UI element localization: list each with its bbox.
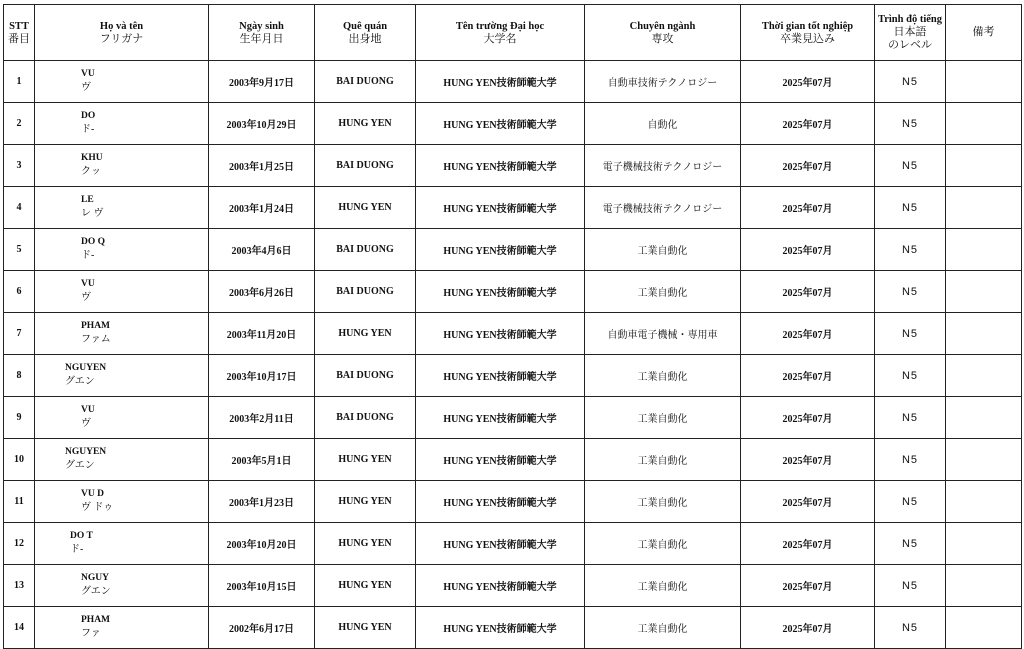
cell-jlpt: N5 [875, 565, 946, 607]
name-block [35, 236, 105, 262]
cell-hometown: HUNG YEN [315, 565, 416, 607]
cell-major: 工業自動化 [585, 481, 741, 523]
cell-name [35, 481, 209, 523]
cell-name [35, 607, 209, 649]
name-block [35, 320, 111, 346]
cell-stt: 5 [4, 229, 35, 271]
header-stt-vn: STT [9, 20, 29, 32]
cell-hometown: HUNG YEN [315, 523, 416, 565]
cell-major: 自動化 [585, 103, 741, 145]
student-table [3, 4, 1022, 649]
header-jlpt-jp2: のレベル [888, 39, 932, 51]
name-roman: PHAM [81, 321, 111, 331]
cell-major: 工業自動化 [585, 607, 741, 649]
header-university-jp: 大学名 [483, 32, 517, 45]
name-roman: NGUYEN [65, 447, 107, 457]
cell-note [946, 481, 1022, 523]
cell-graduation: 2025年07月 [741, 61, 875, 103]
table-row [4, 103, 1022, 145]
cell-jlpt: N5 [875, 355, 946, 397]
table-row [4, 565, 1022, 607]
cell-major: 工業自動化 [585, 397, 741, 439]
header-hometown [315, 5, 416, 61]
cell-dob: 2003年1月24日 [209, 187, 315, 229]
student-list-sheet [3, 4, 1021, 649]
name-block [35, 614, 110, 640]
name-block [35, 278, 95, 304]
table-row [4, 397, 1022, 439]
cell-major: 電子機械技術テクノロジー [585, 145, 741, 187]
cell-major: 工業自動化 [585, 523, 741, 565]
cell-graduation: 2025年07月 [741, 565, 875, 607]
cell-jlpt: N5 [875, 187, 946, 229]
cell-dob: 2003年10月20日 [209, 523, 315, 565]
header-jlpt-vn: Trình độ tiếng [878, 14, 942, 25]
name-kana: ド- [70, 544, 84, 555]
header-note [946, 5, 1022, 61]
cell-university: HUNG YEN技術師範大学 [416, 607, 585, 649]
cell-dob: 2002年6月17日 [209, 607, 315, 649]
table-row [4, 355, 1022, 397]
cell-major: 電子機械技術テクノロジー [585, 187, 741, 229]
table-row [4, 607, 1022, 649]
cell-major: 自動車電子機械・専用車 [585, 313, 741, 355]
cell-jlpt: N5 [875, 229, 946, 271]
cell-jlpt: N5 [875, 145, 946, 187]
header-name [35, 5, 209, 61]
name-roman: VU [81, 405, 95, 415]
name-kana: レ ヴ [81, 208, 104, 219]
cell-stt: 2 [4, 103, 35, 145]
header-stt-jp: 番目 [8, 32, 30, 45]
header-graduation-vn: Thời gian tốt nghiệp [761, 20, 854, 32]
cell-stt: 4 [4, 187, 35, 229]
table-row [4, 229, 1022, 271]
cell-note [946, 523, 1022, 565]
cell-dob: 2003年2月11日 [209, 397, 315, 439]
name-roman: VU [81, 279, 95, 289]
cell-note [946, 187, 1022, 229]
cell-graduation: 2025年07月 [741, 439, 875, 481]
cell-hometown: BAI DUONG [315, 145, 416, 187]
cell-graduation: 2025年07月 [741, 607, 875, 649]
cell-hometown: BAI DUONG [315, 397, 416, 439]
name-roman: DO [81, 111, 96, 121]
table-row [4, 523, 1022, 565]
name-roman: KHU [81, 153, 103, 163]
cell-university: HUNG YEN技術師範大学 [416, 103, 585, 145]
name-kana: ヴ [81, 418, 91, 429]
table-row [4, 439, 1022, 481]
cell-stt: 1 [4, 61, 35, 103]
header-jlpt [875, 5, 946, 61]
cell-university: HUNG YEN技術師範大学 [416, 439, 585, 481]
table-row [4, 145, 1022, 187]
cell-note [946, 565, 1022, 607]
header-dob [209, 5, 315, 61]
name-roman: VU D [81, 489, 104, 499]
table-row [4, 313, 1022, 355]
name-block [35, 446, 106, 472]
cell-university: HUNG YEN技術師範大学 [416, 481, 585, 523]
cell-dob: 2003年9月17日 [209, 61, 315, 103]
name-kana: クッ [81, 166, 101, 177]
cell-hometown: BAI DUONG [315, 271, 416, 313]
cell-stt: 9 [4, 397, 35, 439]
header-hometown-vn: Quê quán [342, 20, 388, 32]
cell-graduation: 2025年07月 [741, 397, 875, 439]
cell-note [946, 271, 1022, 313]
table-body [4, 61, 1022, 649]
cell-dob: 2003年1月25日 [209, 145, 315, 187]
cell-graduation: 2025年07月 [741, 187, 875, 229]
cell-note [946, 61, 1022, 103]
name-kana: ファム [81, 334, 111, 345]
cell-name [35, 439, 209, 481]
cell-jlpt: N5 [875, 397, 946, 439]
name-roman: PHAM [81, 615, 111, 625]
cell-university: HUNG YEN技術師範大学 [416, 397, 585, 439]
cell-stt: 11 [4, 481, 35, 523]
name-block [35, 572, 111, 598]
cell-dob: 2003年6月26日 [209, 271, 315, 313]
cell-graduation: 2025年07月 [741, 271, 875, 313]
name-block [35, 530, 93, 556]
cell-university: HUNG YEN技術師範大学 [416, 313, 585, 355]
cell-graduation: 2025年07月 [741, 313, 875, 355]
cell-stt: 8 [4, 355, 35, 397]
cell-hometown: HUNG YEN [315, 187, 416, 229]
header-graduation [741, 5, 875, 61]
name-roman: DO Q [81, 237, 106, 247]
header-graduation-jp: 卒業見込み [780, 32, 835, 45]
cell-hometown: HUNG YEN [315, 607, 416, 649]
name-block [35, 488, 113, 514]
name-roman: LE [81, 195, 94, 205]
cell-name [35, 229, 209, 271]
table-row [4, 187, 1022, 229]
cell-name [35, 103, 209, 145]
name-kana: グエン [65, 376, 95, 387]
name-block [35, 110, 95, 136]
cell-name [35, 565, 209, 607]
cell-university: HUNG YEN技術師範大学 [416, 145, 585, 187]
cell-major: 工業自動化 [585, 229, 741, 271]
cell-university: HUNG YEN技術師範大学 [416, 523, 585, 565]
cell-dob: 2003年4月6日 [209, 229, 315, 271]
cell-name [35, 313, 209, 355]
cell-university: HUNG YEN技術師範大学 [416, 271, 585, 313]
cell-note [946, 397, 1022, 439]
cell-major: 工業自動化 [585, 355, 741, 397]
header-jlpt-jp1: 日本語 [893, 26, 927, 38]
cell-hometown: HUNG YEN [315, 103, 416, 145]
cell-name [35, 187, 209, 229]
header-hometown-jp: 出身地 [348, 32, 382, 45]
cell-hometown: HUNG YEN [315, 439, 416, 481]
cell-university: HUNG YEN技術師範大学 [416, 61, 585, 103]
cell-graduation: 2025年07月 [741, 355, 875, 397]
header-dob-jp: 生年月日 [239, 32, 284, 45]
cell-university: HUNG YEN技術師範大学 [416, 229, 585, 271]
header-dob-vn: Ngày sinh [239, 20, 284, 32]
cell-jlpt: N5 [875, 481, 946, 523]
cell-university: HUNG YEN技術師範大学 [416, 187, 585, 229]
name-roman: DO T [70, 531, 93, 541]
name-roman: NGUY [81, 573, 109, 583]
cell-dob: 2003年11月20日 [209, 313, 315, 355]
cell-stt: 7 [4, 313, 35, 355]
cell-hometown: BAI DUONG [315, 229, 416, 271]
cell-jlpt: N5 [875, 61, 946, 103]
name-kana: ヴ [81, 82, 91, 93]
cell-name [35, 61, 209, 103]
name-roman: VU [81, 69, 95, 79]
name-block [35, 404, 95, 430]
cell-name [35, 145, 209, 187]
cell-major: 工業自動化 [585, 439, 741, 481]
cell-stt: 14 [4, 607, 35, 649]
name-kana: ファ [81, 628, 101, 639]
cell-jlpt: N5 [875, 439, 946, 481]
name-kana: グエン [65, 460, 95, 471]
cell-hometown: HUNG YEN [315, 481, 416, 523]
cell-stt: 10 [4, 439, 35, 481]
cell-note [946, 229, 1022, 271]
name-kana: ド- [81, 250, 95, 261]
cell-name [35, 271, 209, 313]
cell-graduation: 2025年07月 [741, 145, 875, 187]
cell-hometown: BAI DUONG [315, 61, 416, 103]
cell-university: HUNG YEN技術師範大学 [416, 565, 585, 607]
cell-dob: 2003年10月29日 [209, 103, 315, 145]
cell-major: 工業自動化 [585, 271, 741, 313]
name-kana: ド- [81, 124, 95, 135]
header-university [416, 5, 585, 61]
header-name-vn: Họ và tên [99, 20, 144, 32]
cell-stt: 6 [4, 271, 35, 313]
header-major-jp: 専攻 [651, 32, 674, 45]
cell-graduation: 2025年07月 [741, 103, 875, 145]
cell-jlpt: N5 [875, 523, 946, 565]
table-row [4, 481, 1022, 523]
cell-jlpt: N5 [875, 313, 946, 355]
cell-dob: 2003年1月23日 [209, 481, 315, 523]
cell-note [946, 355, 1022, 397]
cell-graduation: 2025年07月 [741, 481, 875, 523]
cell-note [946, 103, 1022, 145]
header-major-vn: Chuyên ngành [629, 20, 696, 32]
name-kana: グエン [81, 586, 111, 597]
table-row [4, 61, 1022, 103]
header-major [585, 5, 741, 61]
cell-hometown: HUNG YEN [315, 313, 416, 355]
header-stt [4, 5, 35, 61]
cell-name [35, 355, 209, 397]
cell-jlpt: N5 [875, 271, 946, 313]
cell-major: 自動車技術テクノロジー [585, 61, 741, 103]
name-block [35, 362, 106, 388]
cell-stt: 3 [4, 145, 35, 187]
cell-jlpt: N5 [875, 103, 946, 145]
cell-note [946, 313, 1022, 355]
name-roman: NGUYEN [65, 363, 107, 373]
header-note-jp: 備考 [972, 26, 995, 38]
name-block [35, 194, 104, 220]
cell-graduation: 2025年07月 [741, 229, 875, 271]
cell-dob: 2003年10月17日 [209, 355, 315, 397]
cell-dob: 2003年10月15日 [209, 565, 315, 607]
cell-note [946, 439, 1022, 481]
cell-stt: 12 [4, 523, 35, 565]
cell-note [946, 145, 1022, 187]
name-block [35, 152, 103, 178]
cell-stt: 13 [4, 565, 35, 607]
cell-jlpt: N5 [875, 607, 946, 649]
name-block [35, 68, 95, 94]
cell-graduation: 2025年07月 [741, 523, 875, 565]
cell-hometown: BAI DUONG [315, 355, 416, 397]
header-row [4, 5, 1022, 61]
name-kana: ヴ ドゥ [81, 502, 114, 513]
header-university-vn: Tên trường Đại học [455, 20, 545, 32]
cell-note [946, 607, 1022, 649]
cell-name [35, 397, 209, 439]
name-kana: ヴ [81, 292, 91, 303]
cell-dob: 2003年5月1日 [209, 439, 315, 481]
cell-name [35, 523, 209, 565]
cell-major: 工業自動化 [585, 565, 741, 607]
table-row [4, 271, 1022, 313]
header-name-jp: フリガナ [99, 32, 144, 45]
cell-university: HUNG YEN技術師範大学 [416, 355, 585, 397]
